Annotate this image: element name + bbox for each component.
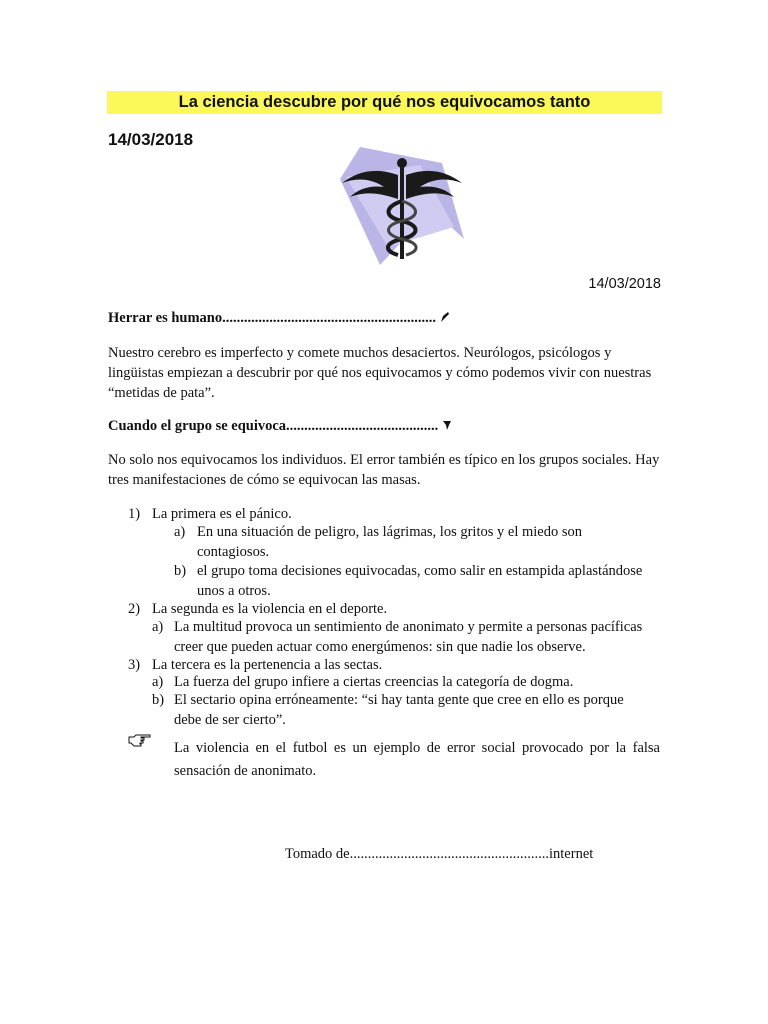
list-number: 1) [128, 506, 141, 522]
list-item [128, 504, 140, 524]
sub-item-text: En una situación de peligro, las lágrimas, los gritos y el miedo son contagiosos. [197, 524, 582, 560]
sub-item-text: La multitud provoca un sentimiento de anonimato y permite a personas pacíficas creer que pueden actuar como energúmenos: sin que nadie los observe. [174, 619, 643, 655]
date-top: 14/03/2018 [108, 130, 194, 149]
sub-item-letter: b) [174, 563, 187, 579]
list-item [128, 599, 140, 619]
section-paragraph: Nuestro cerebro es imperfecto y comete muchos desaciertos. Neurólogos, psicólogos y lingüistas empiezan a descubrir por qué nos equivocamos y cómo podemos vivir con nuestras “metidas de pata”. [108, 345, 652, 401]
section-heading-text: Herrar es humano........................................................... [108, 310, 436, 326]
list-item [128, 655, 140, 675]
sub-item-text: La fuerza del grupo infiere a ciertas creencias la categoría de dogma. [174, 674, 574, 690]
caduceus-icon [336, 143, 468, 265]
sub-item-letter: a) [152, 619, 164, 635]
pointer-icon [442, 419, 452, 431]
sub-item-text: el grupo toma decisiones equivocadas, como salir en estampida aplastándose unos a otros. [197, 563, 643, 599]
pointing-hand-icon [128, 733, 152, 747]
page-title: La ciencia descubre por qué nos equivocamos tanto [107, 91, 662, 114]
section-paragraph: No solo nos equivocamos los individuos. El error también es típico en los grupos sociales. Hay tres manifestaciones de cómo se equivocan las masas. [108, 452, 660, 488]
list-item-text: La primera es el pánico. [152, 506, 292, 522]
list-item-text: La segunda es la violencia en el deporte. [152, 601, 388, 617]
sub-item-letter: b) [152, 692, 165, 708]
list-number: 2) [128, 601, 141, 617]
date-right: 14/03/2018 [588, 276, 661, 292]
list-item-text: La tercera es la pertenencia a las sectas. [152, 657, 383, 673]
section-heading-text: Cuando el grupo se equivoca.......................................... [108, 418, 439, 434]
note-text: La violencia en el futbol es un ejemplo de error social provocado por la falsa sensación de anonimato. [174, 740, 660, 779]
pencil-icon [440, 311, 450, 323]
sub-item-letter: a) [152, 674, 164, 690]
list-number: 3) [128, 657, 141, 673]
sub-item-letter: a) [174, 524, 186, 540]
sub-item-text: El sectario opina erróneamente: “si hay tanta gente que cree en ello es porque debe de ser cierto”. [174, 692, 624, 728]
source-line: Tomado de.......................................................internet [285, 846, 594, 862]
section-heading [108, 310, 450, 327]
section-heading [108, 418, 452, 435]
